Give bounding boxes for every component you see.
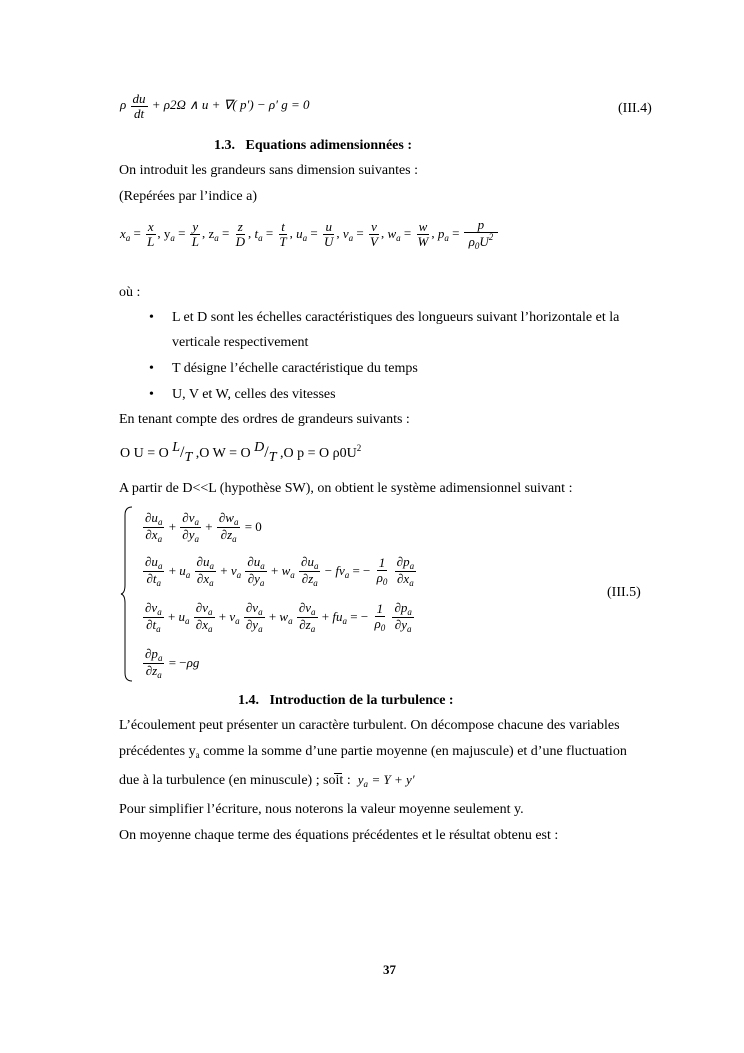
equation-iii-4 [120,92,310,120]
system-eq-2: $\frac{\partial u_a}{\partial t_a}$ + $u_a$ $\frac{\partial u_a}{\partial x_a}$ + $v_a$ $\frac{\partial u_a}{\partial y_a}$ + $w_a$ $\frac{\partial u_a}{\partial z_a}$ − $fv_a$ = − $\frac{1}{\rho_0}$ $\frac{\partial p_a}{\partial x_a}$ [145,554,415,589]
system-brace [120,505,134,683]
turbulence-paragraph-line-2: précédentes $y_a$ comme la somme d’une partie moyenne (en majuscule) et d’une fluctuation [119,744,627,760]
system-eq-3: $\frac{\partial v_a}{\partial t_a}$ + $u_a$ $\frac{\partial v_a}{\partial x_a}$ + $v_a$ $\frac{\partial v_a}{\partial y_a}$ + $w_a$ $\frac{\partial v_a}{\partial z_a}$ + $fu_a$ = − $\frac{1}{\rho_0}$ $\frac{\partial p_a}{\partial y_a}$ [145,600,412,635]
bullet-text-1-cont: verticale respectivement [172,335,309,350]
fraction-numerator: du [132,91,146,106]
var-pa: $p_a$ [437,225,449,243]
turbulence-paragraph-line-3: due à la turbulence (en minuscule) ; soit : $y_a = Y + y'$ [119,772,415,789]
decomposition-equation: = Y + y′ [371,772,415,787]
equation-number-iii-5: (III.5) [607,585,641,600]
rho-symbol: ρ [120,97,127,113]
intro-line-1: On introduit les grandeurs sans dimension suivantes : [119,163,419,178]
overline-mean [334,773,342,774]
bullet-dot-3: • [149,387,154,402]
bullet-dot-2: • [149,361,154,376]
fraction-denominator: dt [133,105,145,121]
equation-system-iii-5 [120,505,470,683]
frac-u-u: $\frac{u}{U}$ [324,219,334,250]
orders-intro: En tenant compte des ordres de grandeurs suivants : [119,412,410,427]
nondimensional-variables: $x_a$ = $\frac{x}{L}$ , $y_a$ = $\frac{y}{L}$ , $z_a$ = $\frac{z}{D}$ , $t_a$ = $\frac{t}{T}$ , $u_a$ = $\frac{u}{U}$ , $v_a$ = $\frac{v}{V}$ , $w_a$ = $\frac{w}{W}$ , $p_a$ = $\frac{p}{\rho_0U^2}$ [120,218,499,251]
frac-x-l: $\frac{x}{L}$ [147,219,155,250]
var-va: $v_a$ [342,225,354,243]
section-title: Equations adimensionnées : [245,138,412,153]
frac-t-t: $\frac{t}{T}$ [279,219,287,250]
var-ya: $y_a$ [163,225,175,243]
section-number: 1.3. [214,138,235,153]
orders-of-magnitude: O U = O L/T ,O W = O D/T ,O p = O $\rho 0U^2$ [120,440,362,465]
bullet-dot-1: • [149,310,154,325]
simplify-line: Pour simplifier l’écriture, nous noterons la valeur moyenne seulement y. [119,802,524,817]
order-t2: T [268,450,277,465]
turbulence-paragraph-line-1: L’écoulement peut présenter un caractère turbulent. On décompose chacune des variables [119,718,620,733]
du-dt-fraction [131,92,148,120]
frac-w-w: $\frac{w}{W}$ [417,219,429,250]
equation-number-iii-4: (III.4) [618,101,652,116]
section-title: Introduction de la turbulence : [269,693,454,708]
ou-label: où : [119,285,141,300]
section-number: 1.4. [238,693,259,708]
intro-line-2: (Repérées par l’indice a) [119,189,257,204]
var-ta: $t_a$ [254,225,263,243]
equation-rest: + ρ2Ω ∧ u + ∇( p′) − ρ′ g = 0 [151,97,310,113]
system-eq-4: $\frac{\partial p_a}{\partial z_a}$ = −ρg [145,646,200,681]
frac-z-d: $\frac{z}{D}$ [235,219,245,250]
var-za: $z_a$ [208,225,219,243]
page-number: 37 [383,962,396,977]
section-heading-1-4 [238,693,454,709]
order-p: ,O p = O ρ0U [279,446,357,461]
order-l: L [172,440,181,455]
order-t1: T [184,450,193,465]
order-exponent: 2 [356,443,362,453]
bullet-text-2: T désigne l’échelle caractéristique du temps [172,361,418,376]
average-line: On moyenne chaque terme des équations précédentes et le résultat obtenu est : [119,828,559,843]
system-eq-1: $\frac{\partial u_a}{\partial x_a}$ + $\frac{\partial v_a}{\partial y_a}$ + $\frac{\partial w_a}{\partial z_a}$ = 0 [145,510,262,545]
frac-y-l: $\frac{y}{L}$ [191,219,199,250]
order-w: ,O W = O [195,446,251,461]
order-d: D [254,440,265,455]
bullet-text-1: L et D sont les échelles caractéristiques des longueurs suivant l’horizontale et la [172,310,620,325]
section-heading-1-3 [214,138,412,154]
frac-p-rho0u2: $\frac{p}{\rho_0U^2}$ [464,218,499,251]
frac-v-v: $\frac{v}{V}$ [370,219,378,250]
sw-hypothesis-line: A partir de D<<L (hypothèse SW), on obtient le système adimensionnel suivant : [119,481,573,496]
bullet-text-3: U, V et W, celles des vitesses [172,387,336,402]
var-wa: $w_a$ [387,225,401,243]
order-u: O U = O [120,446,169,461]
var-xa: $x_a$ [120,225,131,243]
var-ua: $u_a$ [296,225,308,243]
